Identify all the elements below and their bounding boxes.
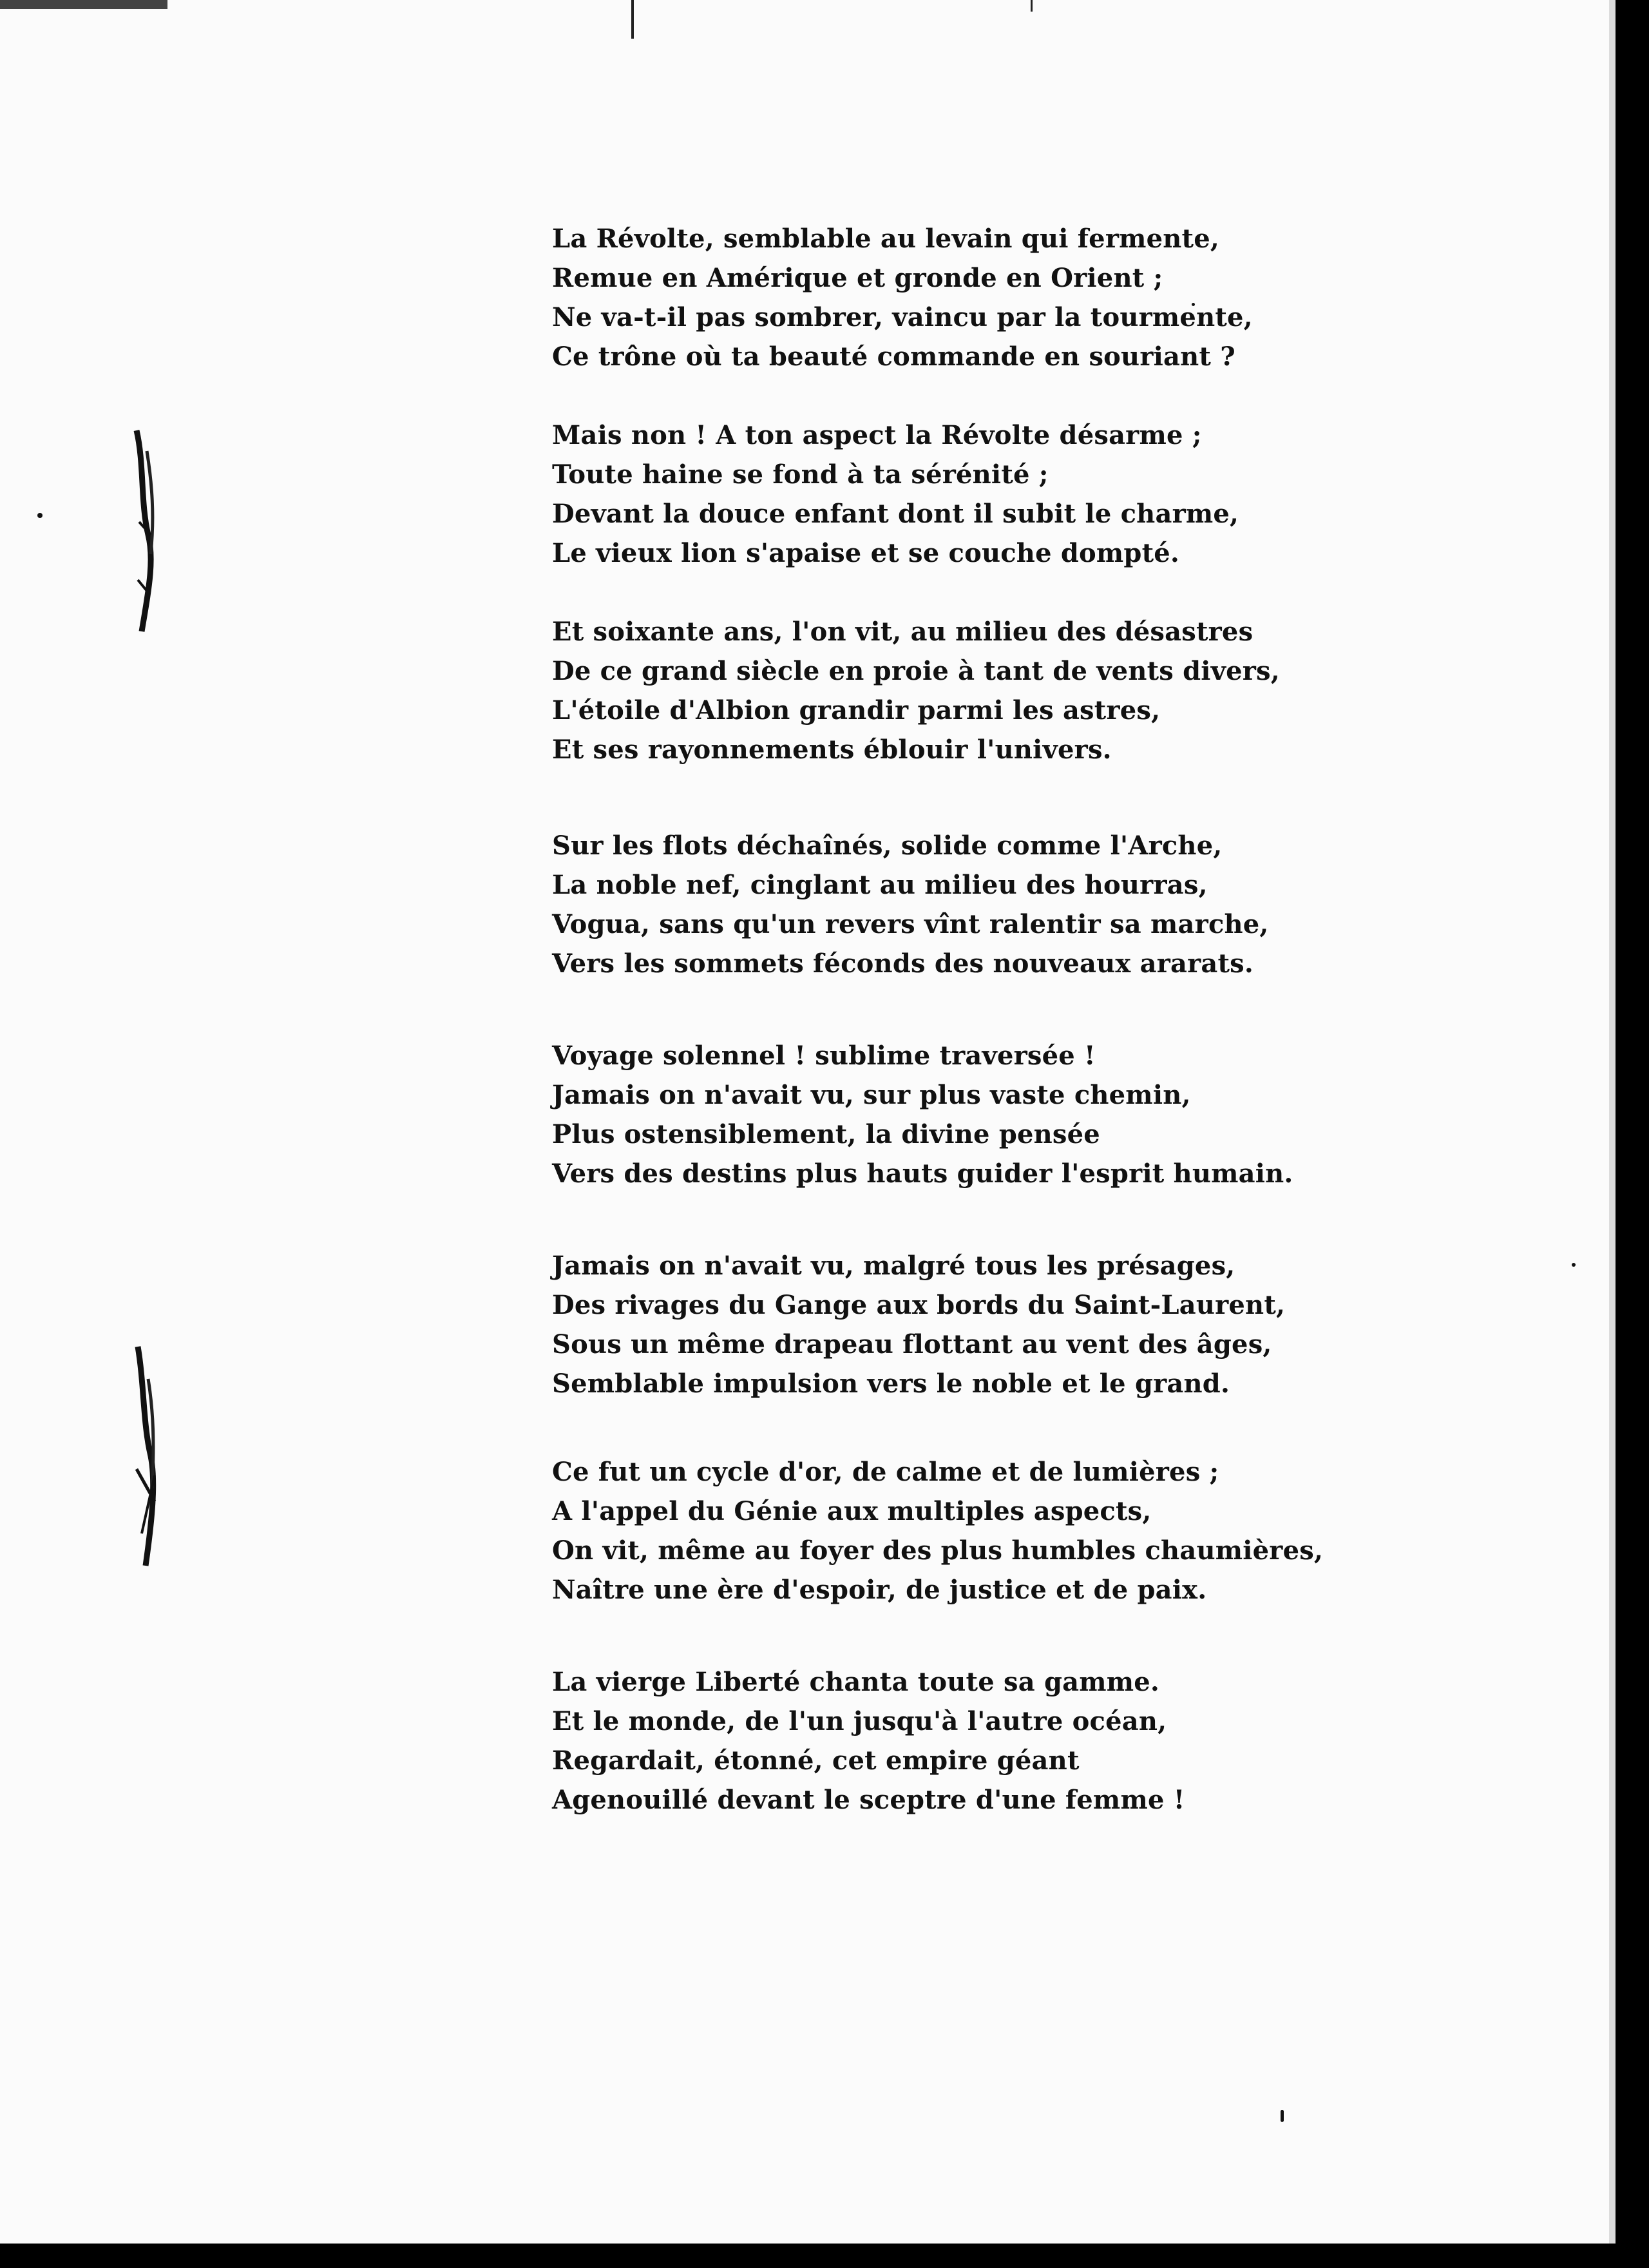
scan-mark-top-right xyxy=(1031,0,1033,12)
poem-line: Vers les sommets féconds des nouveaux ararats. xyxy=(552,948,1254,979)
poem-line: Des rivages du Gange aux bords du Saint-Laurent, xyxy=(552,1290,1286,1320)
scan-edge-top-left xyxy=(0,0,167,9)
poem-line: Toute haine se fond à ta sérénité ; xyxy=(552,459,1049,490)
stanza-3 xyxy=(552,612,1325,769)
poem-line: Voyage solennel ! sublime traversée ! xyxy=(552,1041,1096,1071)
poem xyxy=(552,219,1325,1820)
poem-line: Semblable impulsion vers le noble et le grand. xyxy=(552,1369,1230,1399)
poem-line: Ce trône où ta beauté commande en souriant ? xyxy=(552,341,1235,372)
stanza-6 xyxy=(552,1246,1325,1403)
stanza-5 xyxy=(552,1036,1325,1193)
poem-line: Et le monde, de l'un jusqu'à l'autre océan, xyxy=(552,1706,1167,1736)
stanza-7 xyxy=(552,1452,1325,1610)
stanza-8 xyxy=(552,1662,1325,1820)
ink-speck xyxy=(1572,1263,1576,1267)
poem-line: Et soixante ans, l'on vit, au milieu des désastres xyxy=(552,617,1253,647)
poem-line: De ce grand siècle en proie à tant de vents divers, xyxy=(552,656,1280,686)
ink-speck xyxy=(37,513,43,518)
poem-line: Sur les flots déchaînés, solide comme l'Arche, xyxy=(552,831,1223,861)
poem-line: Regardait, étonné, cet empire géant xyxy=(552,1745,1080,1776)
poem-line: Remue en Amérique et gronde en Orient ; xyxy=(552,263,1163,293)
scan-edge-bottom xyxy=(0,2244,1649,2268)
poem-line: Ce fut un cycle d'or, de calme et de lumières ; xyxy=(552,1457,1219,1487)
binding-stitch-lower xyxy=(129,1340,167,1572)
poem-line: Plus ostensiblement, la divine pensée xyxy=(552,1119,1100,1149)
binding-stitch-upper xyxy=(129,425,167,638)
scan-edge-right-inner xyxy=(1609,0,1616,2268)
poem-line: Mais non ! A ton aspect la Révolte désarme ; xyxy=(552,420,1202,450)
poem-line: Agenouillé devant le sceptre d'une femme ! xyxy=(552,1785,1185,1815)
poem-line: La noble nef, cinglant au milieu des hourras, xyxy=(552,870,1208,900)
poem-line: L'étoile d'Albion grandir parmi les astres, xyxy=(552,695,1161,726)
poem-line: Et ses rayonnements éblouir l'univers. xyxy=(552,735,1112,765)
poem-line: Vers des destins plus hauts guider l'esprit humain. xyxy=(552,1158,1293,1189)
poem-line: Vogua, sans qu'un revers vînt ralentir sa marche, xyxy=(552,909,1269,939)
scan-edge-right xyxy=(1616,0,1649,2268)
poem-line: On vit, même au foyer des plus humbles chaumières, xyxy=(552,1535,1324,1566)
stanza-1 xyxy=(552,219,1325,376)
ink-speck xyxy=(1281,2110,1284,2122)
stanza-2 xyxy=(552,416,1325,573)
scan-mark-top xyxy=(631,0,634,39)
poem-line: Devant la douce enfant dont il subit le charme, xyxy=(552,499,1239,529)
poem-line: Jamais on n'avait vu, malgré tous les présages, xyxy=(552,1251,1235,1281)
poem-line: Naître une ère d'espoir, de justice et de paix. xyxy=(552,1575,1207,1605)
poem-line: Le vieux lion s'apaise et se couche dompté. xyxy=(552,538,1180,568)
poem-line: Jamais on n'avait vu, sur plus vaste chemin, xyxy=(552,1080,1191,1110)
poem-line: La Révolte, semblable au levain qui fermente, xyxy=(552,224,1220,254)
poem-line: Ne va-t-il pas sombrer, vaincu par la tourmente, xyxy=(552,302,1253,332)
stanza-4 xyxy=(552,826,1325,983)
poem-line: A l'appel du Génie aux multiples aspects, xyxy=(552,1496,1152,1526)
poem-line: La vierge Liberté chanta toute sa gamme. xyxy=(552,1667,1160,1697)
poem-line: Sous un même drapeau flottant au vent des âges, xyxy=(552,1329,1272,1360)
